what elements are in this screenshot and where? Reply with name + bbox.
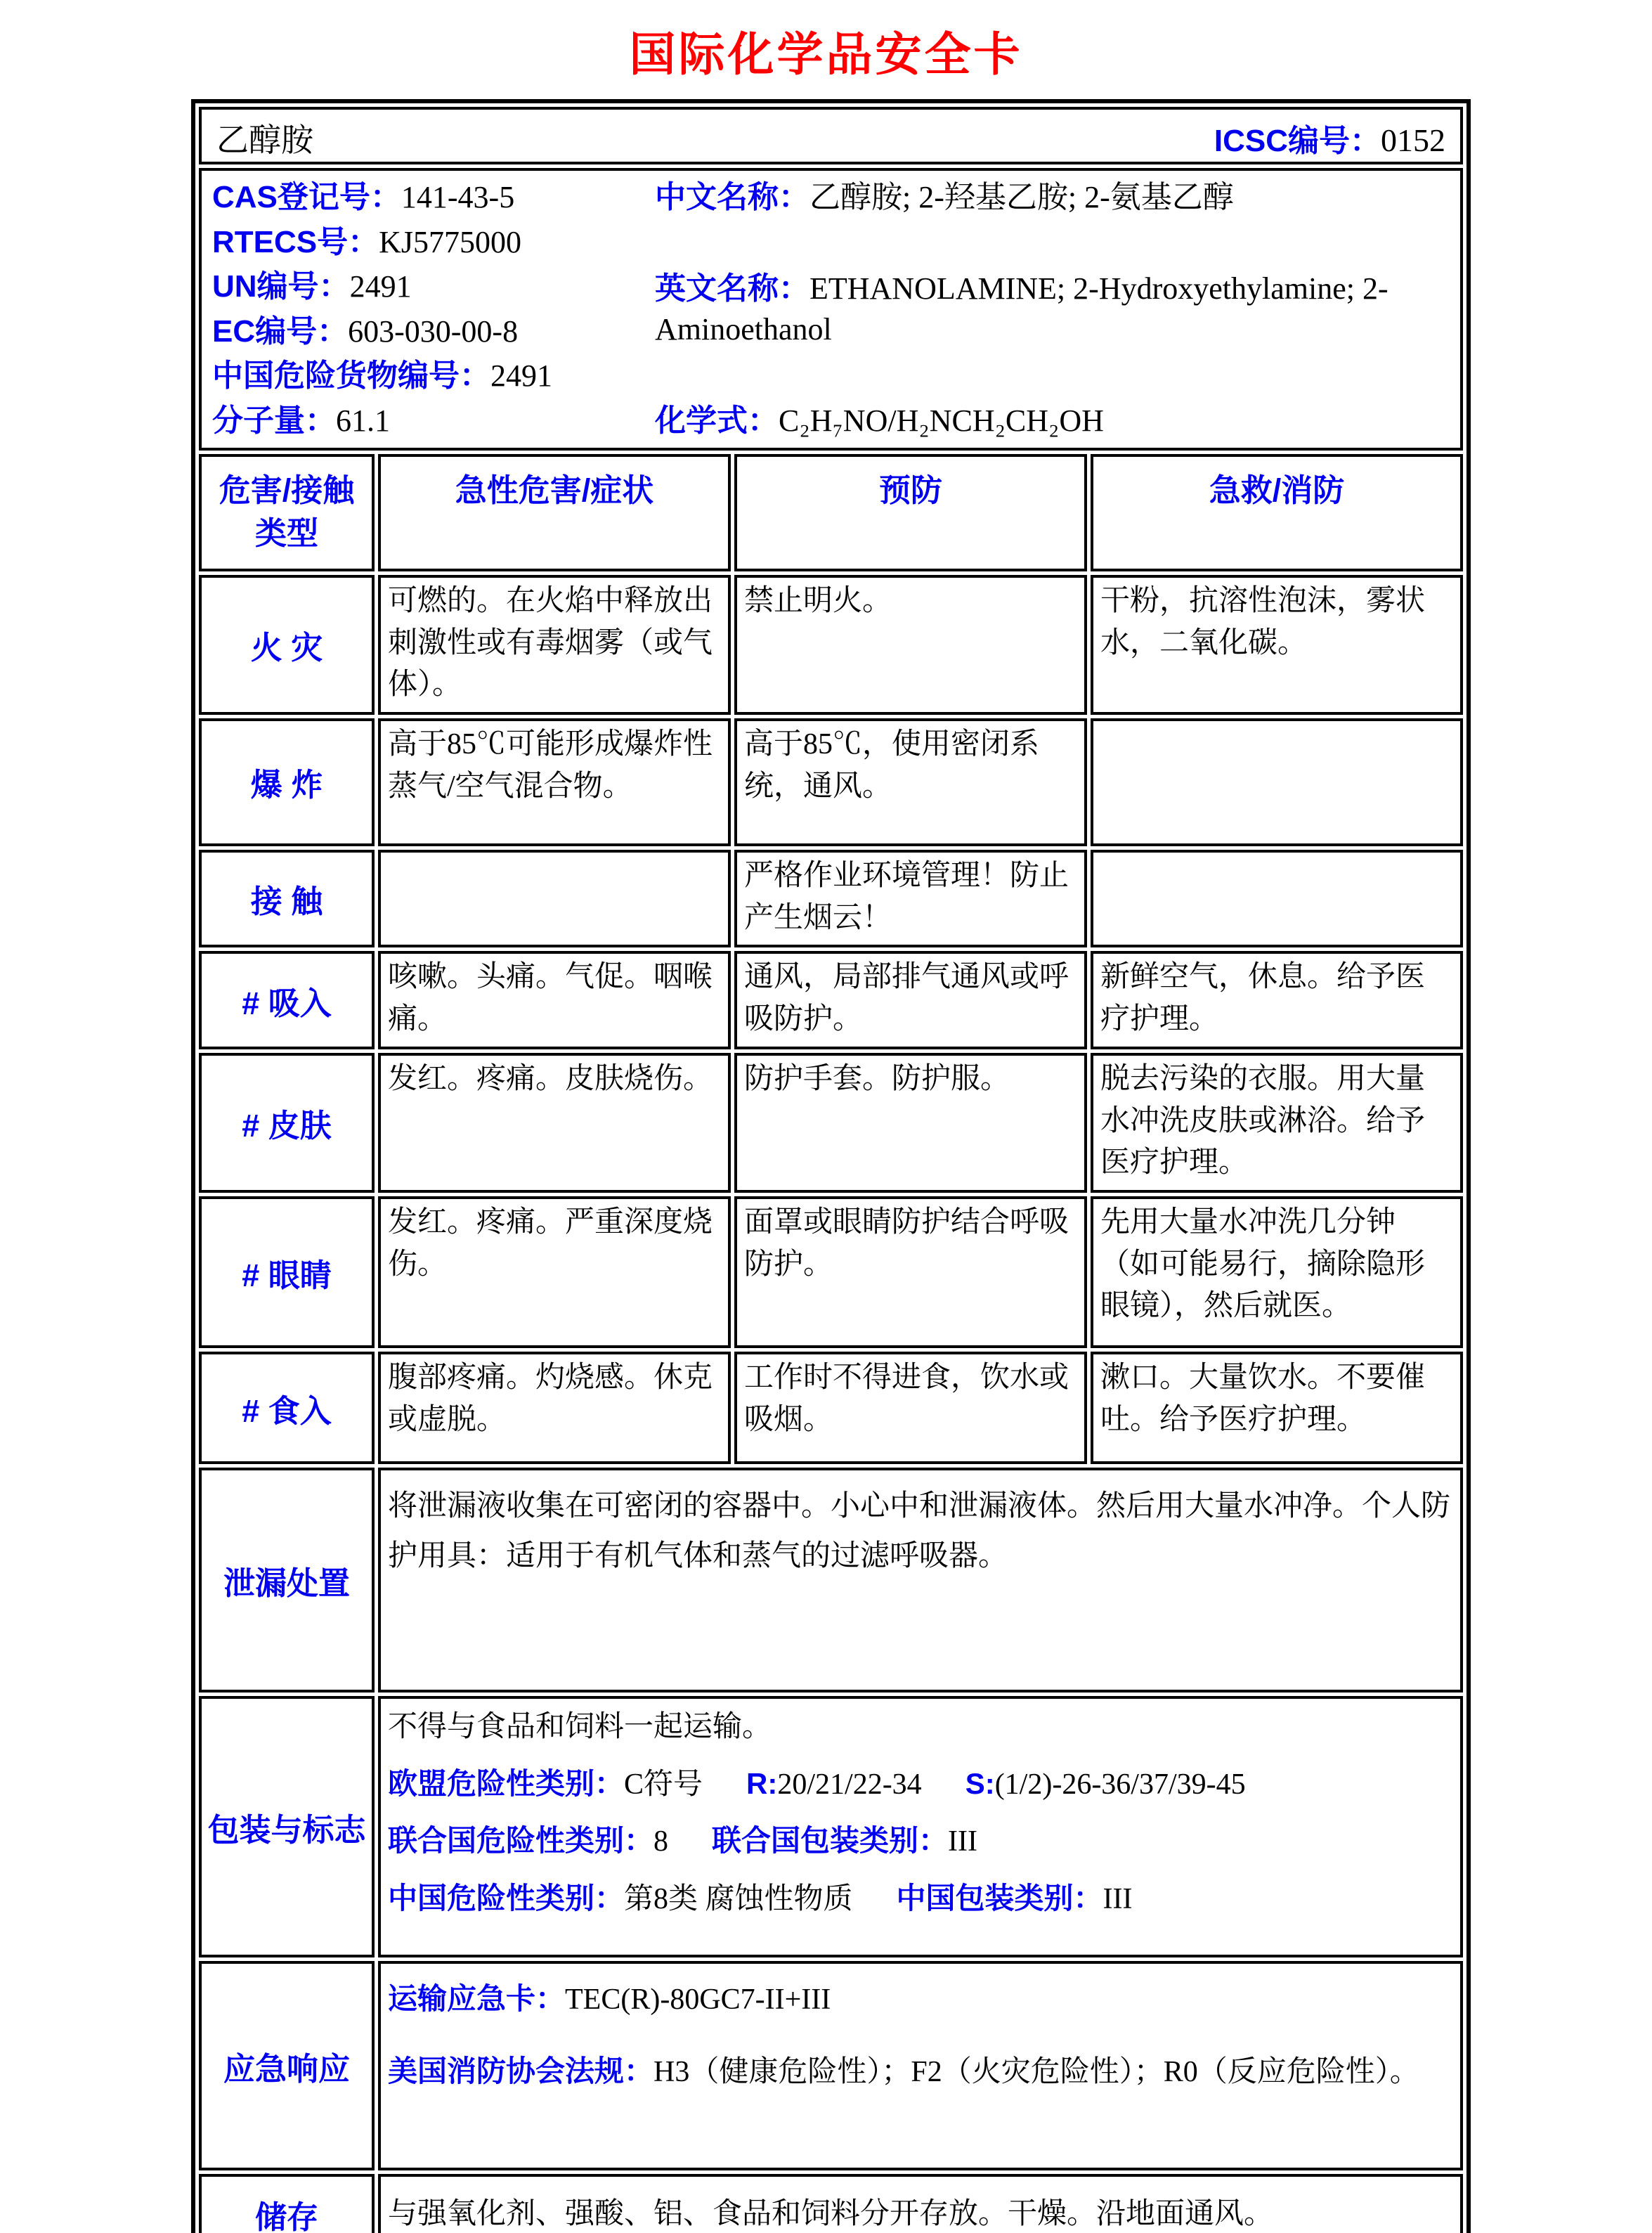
- ingestion-hazards-cell: 腹部疼痛。灼烧感。休克或虚脱。: [378, 1352, 731, 1464]
- emergency-row: [199, 1961, 1463, 2170]
- nfpa-value: H3（健康危险性）；F2（火灾危险性）；R0（反应危险性）。: [653, 2056, 1419, 2089]
- tec-value: TEC(R)-80GC7-II+III: [565, 1983, 831, 2016]
- icsc-card-table: [191, 99, 1471, 2233]
- packaging-cn-line: [388, 1879, 1453, 1920]
- ingestion-response-cell: 漱口。大量饮水。不要催吐。给予医疗护理。: [1091, 1352, 1463, 1464]
- card-header-cell: [199, 107, 1463, 164]
- identity-row: [199, 168, 1463, 451]
- eyes-hazards-cell: 发红。疼痛。严重深度烧伤。: [378, 1196, 731, 1348]
- hazard-row-skin: [199, 1053, 1463, 1193]
- skin-row-label: # 皮肤: [199, 1053, 375, 1193]
- eyes-response-cell: 先用大量水冲洗几分钟（如可能易行，摘除隐形眼镜），然后就医。: [1091, 1196, 1463, 1348]
- icsc-number-label: ICSC编号：: [1214, 124, 1381, 158]
- skin-hazards-cell: 发红。疼痛。皮肤烧伤。: [378, 1053, 731, 1193]
- storage-text-cell: 与强氧化剂、强酸、铝、食品和饲料分开存放。干燥。沿地面通风。: [378, 2174, 1463, 2233]
- rtecs-number-value: KJ5775000: [379, 224, 522, 259]
- spill-row-label: 泄漏处置: [199, 1468, 375, 1692]
- s-phrases-value: (1/2)-26-36/37/39-45: [994, 1768, 1246, 1801]
- hazard-row-fire: [199, 575, 1463, 715]
- fire-hazards-cell: 可燃的。在火焰中释放出刺激性或有毒烟雾（或气体）。: [378, 575, 731, 715]
- formula-value: C₂H₇NO/H₂NCH₂CH₂OH: [779, 403, 1104, 438]
- cas-number-label: CAS登记号：: [212, 180, 401, 214]
- col-header-acute-hazards: 急性危害/症状: [378, 454, 731, 571]
- exposure-prevention-cell: 严格作业环境管理！防止产生烟云！: [734, 850, 1087, 947]
- page-title: 国际化学品安全卡: [629, 28, 1023, 80]
- un-class-label: 联合国危险性类别：: [388, 1824, 654, 1858]
- cas-number-value: 141-43-5: [401, 180, 515, 214]
- exposure-hazards-cell: [378, 850, 731, 947]
- hazard-row-inhalation: [199, 951, 1463, 1049]
- molecular-weight-value: 61.1: [336, 403, 390, 438]
- card-header-flex: [202, 110, 1459, 161]
- col-header-first-aid: 急救/消防: [1091, 454, 1463, 571]
- un-class-value: 8: [653, 1825, 669, 1858]
- cas-number-line: [212, 177, 655, 218]
- english-name-value: ETHANOLAMINE; 2-Hydroxyethylamine; 2-Aminoethanol: [655, 271, 1388, 347]
- packaging-row-label: 包装与标志: [199, 1696, 375, 1957]
- china-dg-number-value: 2491: [490, 358, 552, 394]
- cn-class-label: 中国危险性类别：: [388, 1882, 625, 1915]
- fire-row-label: 火 灾: [199, 575, 375, 715]
- emergency-cell: [378, 1961, 1463, 2170]
- ec-number-line: [212, 311, 655, 352]
- un-pack-value: III: [948, 1825, 977, 1858]
- r-phrases-value: 20/21/22-34: [777, 1768, 922, 1801]
- identity-flex: [202, 171, 1459, 447]
- r-phrases-label: R:: [746, 1766, 778, 1800]
- skin-prevention-cell: 防护手套。防护服。: [734, 1053, 1087, 1193]
- skin-response-cell: 脱去污染的衣服。用大量水冲洗皮肤或淋浴。给予医疗护理。: [1091, 1053, 1463, 1193]
- ec-number-label: EC编号：: [212, 313, 349, 349]
- explosion-row-label: 爆 炸: [199, 718, 375, 846]
- nfpa-line: [388, 2046, 1453, 2097]
- tec-line: [388, 1974, 1453, 2025]
- nfpa-label: 美国消防协会法规：: [388, 2054, 654, 2088]
- formula-line: [655, 401, 1445, 441]
- ingestion-row-label: # 食入: [199, 1352, 375, 1464]
- icsc-number-value: 0152: [1381, 122, 1445, 158]
- formula-label: 化学式：: [655, 403, 779, 438]
- rtecs-number-line: [212, 222, 655, 263]
- ingestion-prevention-cell: 工作时不得进食，饮水或吸烟。: [734, 1352, 1087, 1464]
- explosion-prevention-cell: 高于85℃，使用密闭系统，通风。: [734, 718, 1087, 846]
- col-header-hazard-type: 危害/接触 类型: [199, 454, 375, 571]
- exposure-row-label: 接 触: [199, 850, 375, 947]
- molecular-weight-label: 分子量：: [212, 403, 336, 438]
- exposure-response-cell: [1091, 850, 1463, 947]
- un-number-value: 2491: [349, 269, 412, 304]
- hazard-row-exposure: [199, 850, 1463, 947]
- un-number-line: [212, 266, 655, 307]
- molecular-weight-line: [212, 401, 655, 441]
- spill-row: [199, 1468, 1463, 1692]
- inhalation-response-cell: 新鲜空气，休息。给予医疗护理。: [1091, 951, 1463, 1049]
- icsc-number: [1214, 115, 1445, 160]
- explosion-hazards-cell: 高于85℃可能形成爆炸性蒸气/空气混合物。: [378, 718, 731, 846]
- chemical-name: 乙醇胺: [216, 122, 313, 158]
- cn-pack-value: III: [1103, 1883, 1133, 1916]
- ec-number-value: 603-030-00-8: [348, 313, 519, 349]
- col-header-prevention: 预防: [734, 454, 1087, 571]
- inhalation-row-label: # 吸入: [199, 951, 375, 1049]
- hazard-row-ingestion: [199, 1352, 1463, 1464]
- packaging-row: [199, 1696, 1463, 1957]
- emergency-row-label: 应急响应: [199, 1961, 375, 2170]
- un-number-label: UN编号：: [212, 269, 350, 304]
- eu-class-value: C符号: [624, 1768, 703, 1801]
- eu-class-label: 欧盟危险性类别：: [388, 1766, 625, 1800]
- english-name-line: [655, 268, 1445, 350]
- tec-label: 运输应急卡：: [388, 1982, 566, 2015]
- identifier-list: [212, 177, 655, 441]
- packaging-cell: [378, 1696, 1463, 1957]
- packaging-un-line: [388, 1821, 1453, 1862]
- explosion-response-cell: [1091, 718, 1463, 846]
- storage-row: [199, 2174, 1463, 2233]
- table-header-row: [199, 454, 1463, 571]
- chinese-name-label: 中文名称：: [655, 180, 809, 214]
- inhalation-hazards-cell: 咳嗽。头痛。气促。咽喉痛。: [378, 951, 731, 1049]
- names-block: [655, 177, 1450, 441]
- hazard-row-eyes: [199, 1196, 1463, 1348]
- cn-pack-label: 中国包装类别：: [896, 1882, 1103, 1915]
- inhalation-prevention-cell: 通风，局部排气通风或呼吸防护。: [734, 951, 1087, 1049]
- un-pack-label: 联合国包装类别：: [712, 1824, 949, 1858]
- packaging-eu-line: [388, 1764, 1453, 1805]
- english-name-label: 英文名称：: [655, 271, 809, 306]
- s-phrases-label: S:: [965, 1766, 995, 1800]
- china-dg-number-line: [212, 356, 655, 396]
- china-dg-number-label: 中国危险货物编号：: [212, 358, 490, 394]
- eyes-prevention-cell: 面罩或眼睛防护结合呼吸防护。: [734, 1196, 1087, 1348]
- card-header-row: [199, 107, 1463, 164]
- fire-prevention-cell: 禁止明火。: [734, 575, 1087, 715]
- spill-text-cell: 将泄漏液收集在可密闭的容器中。小心中和泄漏液体。然后用大量水冲净。个人防护用具：适用于有机气体和蒸气的过滤呼吸器。: [378, 1468, 1463, 1692]
- chinese-name-value: 乙醇胺; 2-羟基乙胺; 2-氨基乙醇: [809, 180, 1234, 214]
- cn-class-value: 第8类 腐蚀性物质: [624, 1883, 853, 1916]
- hazard-row-explosion: [199, 718, 1463, 846]
- rtecs-number-label: RTECS号：: [212, 224, 379, 259]
- identity-cell: [199, 168, 1463, 451]
- storage-row-label: 储存: [199, 2174, 375, 2233]
- chinese-name-line: [655, 177, 1445, 218]
- eyes-row-label: # 眼睛: [199, 1196, 375, 1348]
- packaging-transport-note: 不得与食品和饲料一起运输。: [388, 1711, 772, 1743]
- fire-response-cell: 干粉，抗溶性泡沫，雾状水，二氧化碳。: [1091, 575, 1463, 715]
- icsc-card-page: [0, 17, 1652, 2233]
